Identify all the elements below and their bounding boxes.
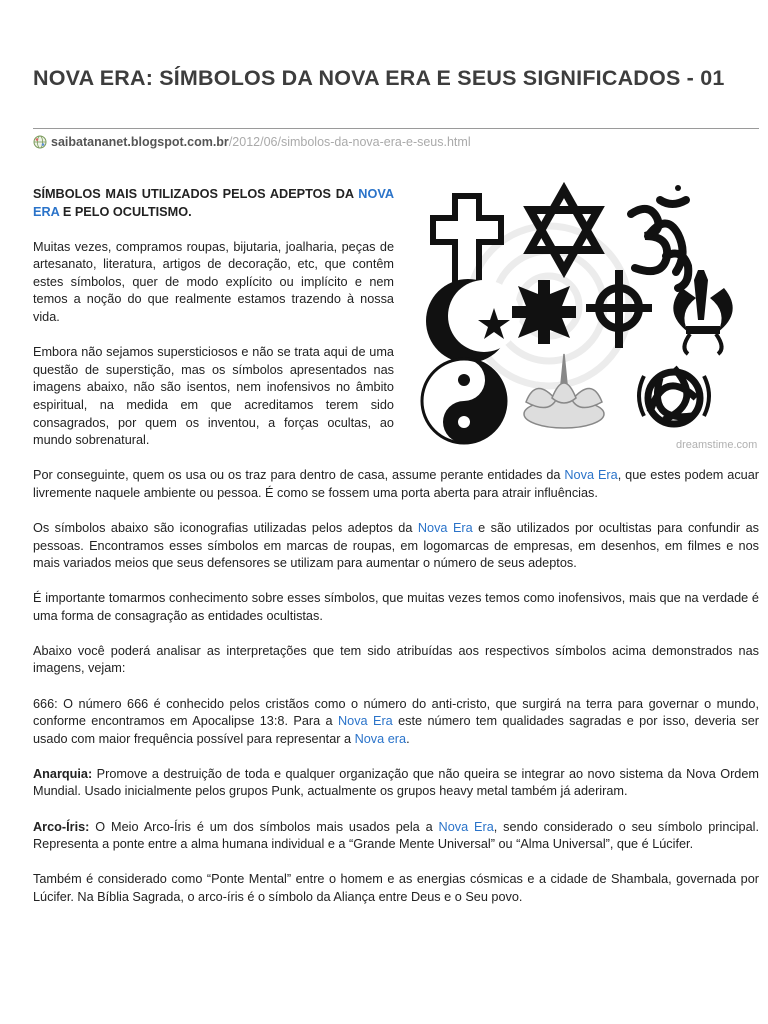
yin-yang-symbol xyxy=(422,359,506,443)
paragraph-text: Os símbolos abaixo são iconografias utilizadas pelos adeptos da xyxy=(33,520,418,535)
paragraph: Muitas vezes, compramos roupas, bijutaria, joalharia, peças de artesanato, literatura, artigos de decoração, etc, que contêm estes símbolos, quer de modo explícito ou implícito e nem temos a noção do que realmente estamos trazendo à nossa vida. xyxy=(33,239,394,325)
cross-pattee-symbol xyxy=(512,280,576,344)
paragraph-text: este número tem qualidades sagradas e por isso, deveria ser usado com maior frequência possível para representar a xyxy=(33,714,759,746)
paragraph-text: Por conseguinte, quem os usa ou os traz para dentro de casa, assume perante entidades da xyxy=(33,468,565,483)
source-domain-link[interactable]: saibatananet.blogspot.com.br xyxy=(51,135,229,149)
term-label: Arco-Íris: xyxy=(33,819,90,834)
source-line xyxy=(33,134,471,150)
paragraph xyxy=(33,819,759,854)
article-body xyxy=(33,186,759,924)
paragraph xyxy=(33,696,759,749)
title-divider xyxy=(33,128,759,129)
triquetra-symbol xyxy=(639,368,709,424)
religious-symbols-image xyxy=(416,176,759,451)
image-watermark: dreamstime.com xyxy=(676,439,758,451)
nova-era-link[interactable]: Nova Era xyxy=(564,468,618,483)
intro-heading-text: E PELO OCULTISMO. xyxy=(59,204,192,219)
nova-era-link[interactable]: Nova Era xyxy=(417,520,473,535)
paragraph xyxy=(33,520,759,573)
paragraph-text: . xyxy=(406,731,410,746)
intro-heading-text: SÍMBOLOS MAIS UTILIZADOS PELOS ADEPTOS DA xyxy=(33,187,359,201)
paragraph-text: , sendo considerado o seu símbolo principal. Representa a ponte entre a alma humana individual e a “Grande Mente Universal” ou “Alma Universal”, que é Lúcifer. xyxy=(33,819,759,852)
crescent-star-symbol xyxy=(426,279,520,363)
lotus-symbol xyxy=(524,354,604,428)
paragraph: Embora não sejamos supersticiosos e não se trata aqui de uma questão de superstição, mas os símbolos apresentados nas imagens abaixo, não são isentos, nem inofensivos no âmbito espiritual, na medida em que acreditamos terem sido consagrados, por quem os inventou, a forças ocultas, ao mundo sobrenatural. xyxy=(33,345,394,448)
page-title: NOVA ERA: SÍMBOLOS DA NOVA ERA E SEUS SIGNIFICADOS - 01 xyxy=(33,66,725,90)
nova-era-link[interactable]: Nova era xyxy=(354,731,407,746)
paragraph: Também é considerado como “Ponte Mental” entre o homem e as energias cósmicas e a cidade de Shambala, governada por Lúcifer. Na Bíblia Sagrada, o arco-íris é o símbolo da Aliança entre Deus e o Seu povo. xyxy=(33,872,759,904)
paragraph-text: , que estes podem acuar livremente naquele ambiente ou pessoa. É como se fossem uma porta aberta para atrair influências. xyxy=(33,468,760,500)
nova-era-link[interactable]: Nova Era xyxy=(337,714,393,729)
term-label: Anarquia: xyxy=(33,766,93,781)
paragraph: É importante tomarmos conhecimento sobre esses símbolos, que muitas vezes temos como inofensivos, mais que na verdade é uma forma de consagração as entidades ocultistas. xyxy=(33,591,759,623)
paragraph-text: Promove a destruição de toda e qualquer organização que não queira se integrar ao novo sistema da Nova Ordem Mundial. Usado inicialmente pelos grupos Punk, actualmente os grupos heavy metal também já aderiram. xyxy=(33,766,759,799)
paragraph xyxy=(33,766,759,801)
paragraph xyxy=(33,467,759,502)
source-path-link[interactable]: /2012/06/simbolos-da-nova-era-e-seus.html xyxy=(228,135,471,149)
paragraph: Abaixo você poderá analisar as interpretações que tem sido atribuídas aos respectivos símbolos acima demonstrados nas imagens, vejam: xyxy=(33,643,759,676)
nova-era-link[interactable]: NOVA ERA xyxy=(33,187,394,219)
nova-era-link[interactable]: Nova Era xyxy=(438,819,494,834)
om-symbol xyxy=(631,185,688,288)
globe-icon xyxy=(33,135,47,149)
paragraph-text: O Meio Arco-Íris é um dos símbolos mais usados pela a xyxy=(89,819,439,834)
paragraph-text: e são utilizados por ocultistas para confundir as pessoas. Encontramos esses símbolos em marcas de roupas, em logomarcas de empresas, em desenhos, em filmes e nos mais variados meios que seus defensores se utilizam para aumentar o número de seus adeptos. xyxy=(33,520,759,571)
paragraph-text: 666: O número 666 é conhecido pelos cristãos como o número do anti-cristo, que surgirá na terra para governar o mundo, conforme encontramos em Apocalipse 13:8. Para a xyxy=(33,696,759,729)
